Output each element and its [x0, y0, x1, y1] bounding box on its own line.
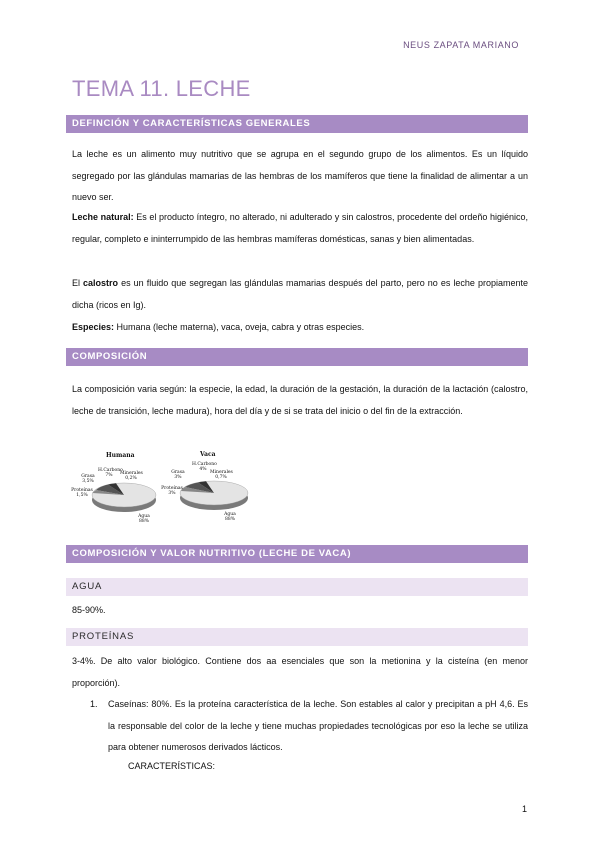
section-heading-definicion: DEFINCIÓN Y CARACTERÍSTICAS GENERALES: [66, 115, 528, 133]
label-especies: Especies:: [72, 322, 115, 332]
paragraph-leche-natural: [72, 207, 528, 250]
paragraph-composicion: La composición varia según: la especie, la edad, la duración de la gestación, la duración de la lactación (calostro, leche de transición, leche madura), hora del día y de si se trata del inicio o del fin de la extracción.: [72, 384, 528, 416]
subheading-proteinas: PROTEÍNAS: [66, 628, 528, 646]
label-vaca-proteinas: Proteínas 3%: [161, 486, 183, 496]
text-especies: Humana (leche materna), vaca, oveja, cabra y otras especies.: [114, 322, 365, 332]
label-leche-natural: Leche natural:: [72, 212, 134, 222]
text-leche-natural: Es el producto íntegro, no alterado, ni adulterado y sin calostros, procedente del ordeño higiénico, regular, completo e ininterrumpido de las hembras mamíferas domésticas, sanas y bien alimentadas.: [72, 212, 528, 244]
page-number: 1: [521, 804, 527, 814]
label-vaca-carbono: H.Carbono 4%: [192, 462, 217, 472]
label-humana-grasa: Grasa 3,5%: [81, 474, 95, 484]
composition-pie-charts: [72, 448, 272, 528]
label-humana-minerales: Minerales 0,2%: [120, 471, 143, 481]
page-title: TEMA 11. LECHE: [72, 76, 251, 101]
author-name: NEUS ZAPATA MARIANO: [403, 40, 519, 50]
list-item-caseinas: [90, 694, 528, 759]
label-vaca-grasa: Grasa 3%: [171, 470, 185, 480]
pie-chart-vaca: [180, 481, 248, 510]
chart-title-humana: Humana: [106, 452, 135, 459]
label-humana-agua: Agua 88%: [138, 514, 150, 524]
paragraph-especies: [72, 317, 528, 339]
section-heading-valor-nutritivo: COMPOSICIÓN Y VALOR NUTRITIVO (LECHE DE VACA): [66, 545, 528, 563]
paragraph-proteinas: 3-4%. De alto valor biológico. Contiene dos aa esenciales que son la metionina y la cisteína (en menor proporción).: [72, 656, 528, 688]
list-number: 1.: [90, 699, 98, 709]
pie-chart-humana: [92, 483, 156, 512]
paragraph-calostro: [72, 273, 528, 316]
text-calostro-pre: El: [72, 278, 84, 288]
label-vaca-minerales: Minerales 0,7%: [210, 470, 233, 480]
paragraph-definicion: La leche es un alimento muy nutritivo que se agrupa en el segundo grupo de los alimentos. Es un líquido segregado por las glándulas mamarias de las hembras de los mamíferos que tiene la finalidad de alimentar a un nuevo ser.: [72, 149, 528, 202]
list-item-text: Caseínas: 80%. Es la proteína característica de la leche. Son estables al calor y precipitan a pH 4,6. Es la responsable del color de la leche y tiene muchas propiedades tecnológicas por eso la leche se utiliza para obtener numerosos derivados lácticos.: [108, 699, 528, 752]
subheading-agua: AGUA: [66, 578, 528, 596]
caracteristicas-label: CARACTERÍSTICAS:: [128, 761, 216, 771]
section-heading-composicion: COMPOSICIÓN: [66, 348, 528, 366]
chart-title-vaca: Vaca: [200, 451, 216, 458]
label-vaca-agua: Agua 88%: [224, 512, 236, 522]
label-humana-proteinas: Proteínas 1,5%: [71, 488, 93, 498]
text-calostro: es un fluido que segregan las glándulas mamarias después del parto, pero no es leche propiamente dicha (ricos en Ig).: [72, 278, 528, 310]
paragraph-agua: 85-90%.: [72, 605, 106, 615]
label-calostro: calostro: [83, 278, 119, 288]
label-humana-carbono: H.Carbono 7%: [98, 468, 123, 478]
